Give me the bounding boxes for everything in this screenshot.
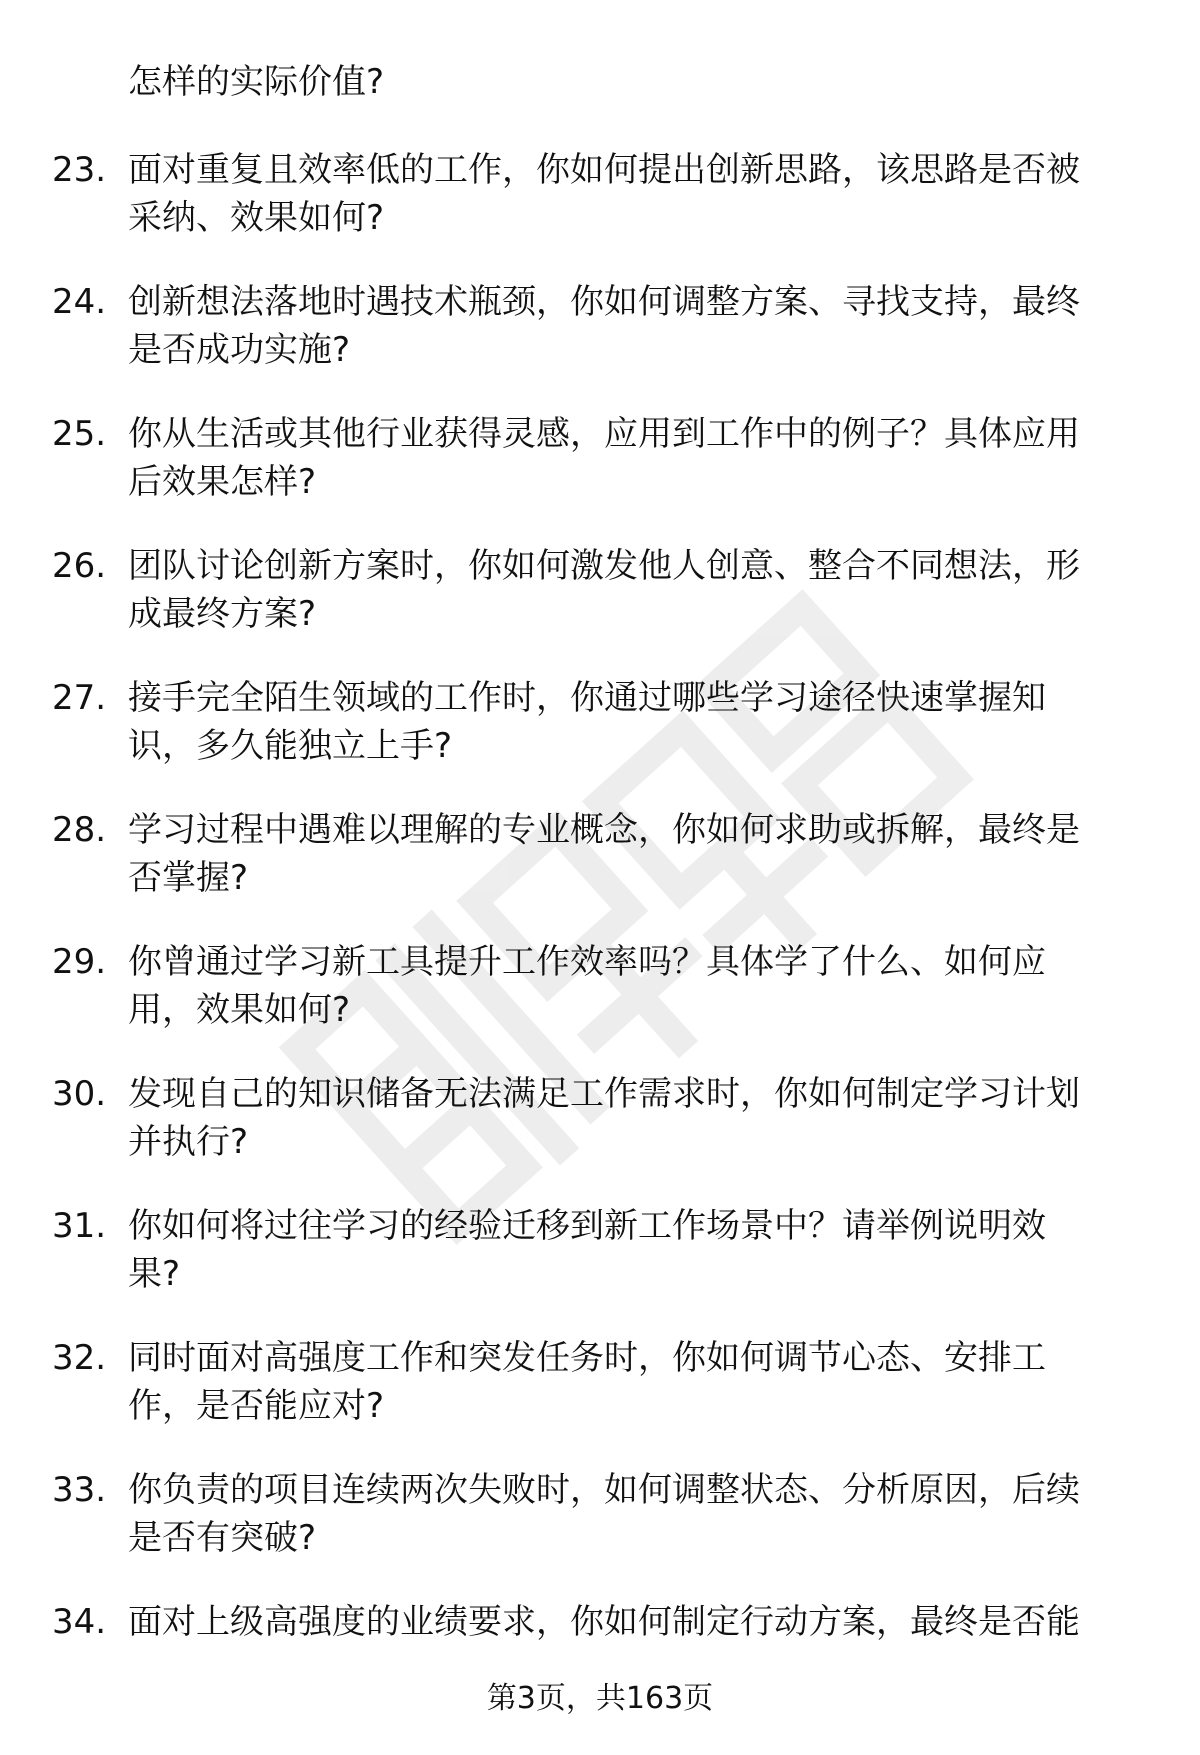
question-text-line: 面对上级高强度的业绩要求，你如何制定行动方案，最终是否能 — [128, 1602, 1080, 1642]
question-number: 34. — [52, 1602, 107, 1642]
question-text-line: 是否有突破? — [128, 1518, 317, 1558]
question-text-line: 团队讨论创新方案时，你如何激发他人创意、整合不同想法，形 — [128, 546, 1080, 586]
question-text-line: 接手完全陌生领域的工作时，你通过哪些学习途径快速掌握知 — [128, 678, 1046, 718]
question-text — [128, 278, 1138, 374]
question-text — [128, 410, 1138, 506]
question-list — [0, 146, 1200, 1730]
question-number: 29. — [52, 942, 107, 982]
question-item — [0, 410, 1200, 542]
question-text — [128, 542, 1138, 638]
question-text-line: 用，效果如何? — [128, 990, 351, 1030]
question-text-line: 否掌握? — [128, 858, 249, 898]
question-text — [128, 1466, 1138, 1562]
question-item — [0, 806, 1200, 938]
question-item — [0, 1334, 1200, 1466]
question-text-line: 创新想法落地时遇技术瓶颈，你如何调整方案、寻找支持，最终 — [128, 282, 1080, 322]
question-number: 25. — [52, 414, 107, 454]
question-text — [128, 674, 1138, 770]
question-text-line: 采纳、效果如何? — [128, 198, 385, 238]
question-item — [0, 938, 1200, 1070]
question-item — [0, 146, 1200, 278]
question-number: 33. — [52, 1470, 107, 1510]
question-item — [0, 542, 1200, 674]
question-number: 31. — [52, 1206, 107, 1246]
question-number: 27. — [52, 678, 107, 718]
question-text-line: 后效果怎样? — [128, 462, 317, 502]
question-text-line: 果? — [128, 1254, 181, 1294]
question-text-line: 是否成功实施? — [128, 330, 351, 370]
question-number: 32. — [52, 1338, 107, 1378]
question-text — [128, 938, 1138, 1034]
question-text — [128, 1334, 1138, 1430]
question-text — [128, 1598, 1138, 1646]
question-number: 30. — [52, 1074, 107, 1114]
question-text — [128, 1070, 1138, 1166]
question-item — [0, 1070, 1200, 1202]
question-text-line: 并执行? — [128, 1122, 249, 1162]
question-item — [0, 674, 1200, 806]
question-text-line: 你从生活或其他行业获得灵感，应用到工作中的例子？具体应用 — [128, 414, 1080, 454]
question-item — [0, 1202, 1200, 1334]
page-footer: 第3页，共163页 — [486, 1681, 714, 1716]
question-text-line: 你曾通过学习新工具提升工作效率吗？具体学了什么、如何应 — [128, 942, 1046, 982]
question-text — [128, 146, 1138, 242]
question-number: 28. — [52, 810, 107, 850]
question-text-line: 作，是否能应对? — [128, 1386, 385, 1426]
question-text-line: 学习过程中遇难以理解的专业概念，你如何求助或拆解，最终是 — [128, 810, 1080, 850]
question-item — [0, 278, 1200, 410]
question-text-line: 同时面对高强度工作和突发任务时，你如何调节心态、安排工 — [128, 1338, 1046, 1378]
question-text-line: 成最终方案? — [128, 594, 317, 634]
question-text-line: 面对重复且效率低的工作，你如何提出创新思路，该思路是否被 — [128, 150, 1080, 190]
question-text-line: 发现自己的知识储备无法满足工作需求时，你如何制定学习计划 — [128, 1074, 1080, 1114]
question-number: 23. — [52, 150, 107, 190]
question-item — [0, 1466, 1200, 1598]
question-text-line: 你如何将过往学习的经验迁移到新工作场景中？请举例说明效 — [128, 1206, 1046, 1246]
continuation-text: 怎样的实际价值? — [128, 62, 385, 102]
question-number: 24. — [52, 282, 107, 322]
question-text-line: 识，多久能独立上手? — [128, 726, 453, 766]
question-text-line: 你负责的项目连续两次失败时，如何调整状态、分析原因，后续 — [128, 1470, 1080, 1510]
question-text — [128, 1202, 1138, 1298]
question-text — [128, 806, 1138, 902]
question-number: 26. — [52, 546, 107, 586]
